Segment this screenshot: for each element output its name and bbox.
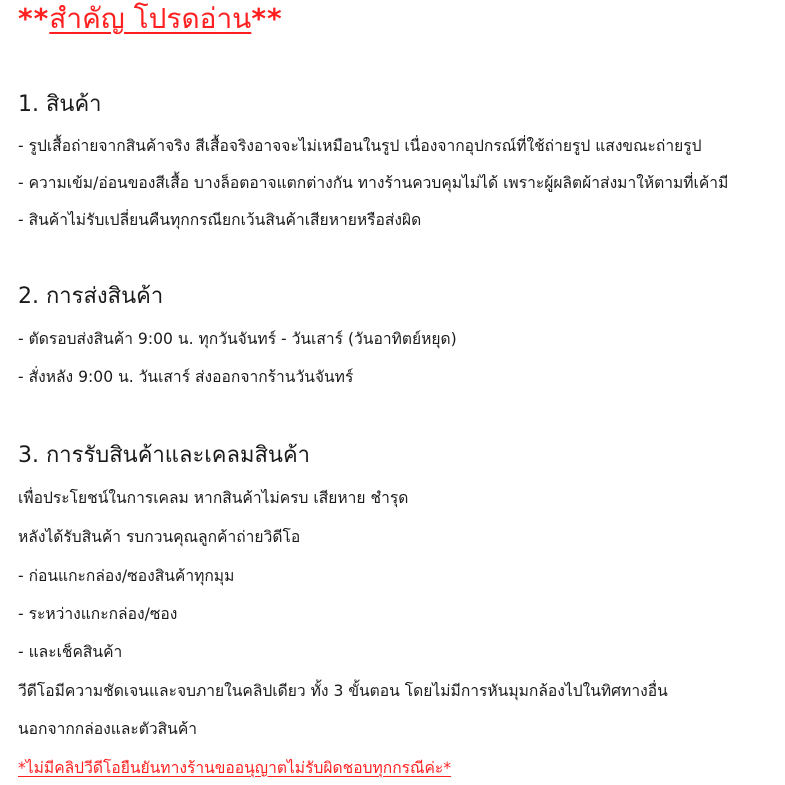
title-text: สำคัญ โปรดอ่าน: [49, 2, 252, 35]
notice-title: [18, 2, 283, 36]
section-2-line-2: - สั่งหลัง 9:00 น. วันเสาร์ ส่งออกจากร้านวันจันทร์: [18, 368, 354, 386]
section-3-heading: 3. การรับสินค้าและเคลมสินค้า: [18, 443, 311, 468]
section-1-heading: 1. สินค้า: [18, 92, 102, 117]
title-stars-left: **: [18, 2, 50, 35]
section-2-heading: 2. การส่งสินค้า: [18, 284, 164, 309]
section-3-line-4: - ระหว่างแกะกล่อง/ซอง: [18, 605, 178, 623]
section-1-line-3: - สินค้าไม่รับเปลี่ยนคืนทุกกรณียกเว้นสินค้าเสียหายหรือส่งผิด: [18, 211, 422, 229]
section-3-line-2: หลังได้รับสินค้า รบกวนคุณลูกค้าถ่ายวิดีโอ: [18, 528, 301, 546]
section-3-line-6: วีดีโอมีความชัดเจนและจบภายในคลิปเดียว ทั้ง 3 ขั้นตอน โดยไม่มีการหันมุมกล้องไปในทิศทางอื่น: [18, 682, 668, 700]
section-3-line-5: - และเช็คสินค้า: [18, 643, 123, 661]
title-stars-right: **: [251, 2, 283, 35]
section-3-line-3: - ก่อนแกะกล่อง/ซองสินค้าทุกมุม: [18, 567, 235, 585]
section-3-line-1: เพื่อประโยชน์ในการเคลม หากสินค้าไม่ครบ เสียหาย ชำรุด: [18, 489, 409, 507]
section-1-line-1: - รูปเสื้อถ่ายจากสินค้าจริง สีเสื้อจริงอาจจะไม่เหมือนในรูป เนื่องจากอุปกรณ์ที่ใช้ถ่ายรูป แสงขณะถ่ายรูป: [18, 137, 702, 155]
section-2-line-1: - ตัดรอบส่งสินค้า 9:00 น. ทุกวันจันทร์ - วันเสาร์ (วันอาทิตย์หยุด): [18, 330, 457, 348]
footer-warning-note: *ไม่มีคลิปวีดีโอยืนยันทางร้านขออนุญาตไม่รับผิดชอบทุกกรณีค่ะ*: [18, 759, 452, 777]
section-1-line-2: - ความเข้ม/อ่อนของสีเสื้อ บางล็อตอาจแตกต่างกัน ทางร้านควบคุมไม่ได้ เพราะผู้ผลิตผ้าส่งมาให้ตามที่เค้ามี: [18, 174, 729, 192]
section-3-line-7: นอกจากกล่องและตัวสินค้า: [18, 720, 198, 738]
